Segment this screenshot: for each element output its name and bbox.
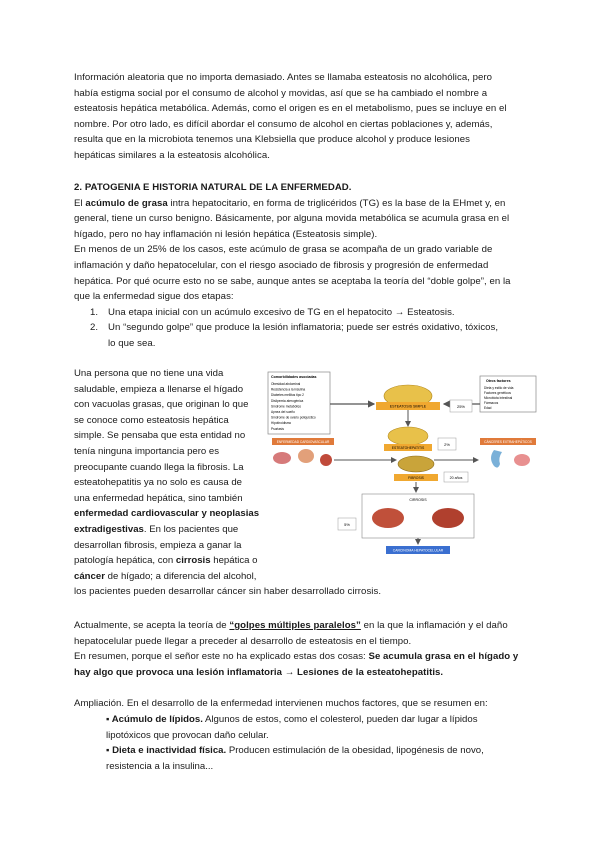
- bold-run: Se acumula grasa en el hígado y: [368, 651, 519, 663]
- text-line: [74, 196, 526, 212]
- liver-fibrosis-image: [398, 456, 434, 472]
- list-item: [74, 320, 526, 336]
- organ-image: [298, 449, 314, 463]
- text-run: hepática o: [210, 555, 258, 567]
- text-line: tenía ninguna importancia pero es: [74, 445, 220, 457]
- text-line: lipotóxicos que provocan daño celular.: [106, 729, 269, 741]
- text-line: enfermedad cardiovascular y neoplasias: [74, 508, 260, 520]
- bold-run: ▪ Acúmulo de lípidos.: [106, 714, 203, 725]
- text-run: de hígado; a diferencia del alcohol,: [104, 570, 257, 582]
- steatohepatitis-label: ESTEATOHEPATITIS: [391, 446, 425, 450]
- figure-list-item: Psoriasis: [271, 426, 284, 431]
- text-line: saludable, empieza a llenarse el hígado: [74, 383, 244, 395]
- text-line: [74, 569, 279, 585]
- wrapped-paragraph-end: [74, 584, 526, 600]
- list-item: [74, 305, 526, 321]
- text-line: había estigma social por el consumo de alcohol y movidas, así que se ha cambiado el nombre a: [74, 87, 488, 99]
- text-run: intra hepatocitario, en forma de triglicéridos (TG) es la base de la EHmet y, en: [167, 197, 506, 209]
- figure-list-item: Microbiota intestinal: [484, 396, 513, 400]
- bold-run: ▪ Dieta e inactividad física.: [106, 745, 227, 757]
- figure-list-item: Síndrome de ovario poliquístico: [271, 415, 316, 420]
- text-run: Producen estimulación de la obesidad, lipogénesis de novo,: [226, 745, 484, 757]
- bold-run: extradigestivas: [74, 523, 144, 535]
- liver-cirrhosis-image: [372, 508, 404, 528]
- text-run: El: [74, 197, 86, 209]
- stages-list: [74, 305, 526, 352]
- text-line: con vacuolas grasas, que originan lo que: [74, 399, 249, 411]
- text-line: hepáticas similares a la esteatosis alcohólica.: [74, 149, 270, 161]
- organ-image: [320, 454, 332, 466]
- figure-list-item: Fármacos: [484, 401, 499, 405]
- text-line: Información aleatoria que no importa demasiado. Antes se llamaba esteatosis no alcohólica, pero: [74, 72, 493, 83]
- list-number: 1.: [90, 306, 99, 318]
- list-item-continuation: [74, 336, 526, 352]
- text-line: preocupante cuando llega la fibrosis. La: [74, 461, 244, 473]
- text-line: simple. Se pensaba que esta entidad no: [74, 430, 246, 442]
- wrapped-paragraph: [74, 366, 279, 584]
- text-line: hepática. Por qué ocurre esto no se sabe, aunque antes se aceptaba la teoría del “doble golpe”, en la: [74, 275, 511, 287]
- figure-list-item: Hipotiroidismo: [271, 421, 292, 426]
- after-paragraphs: [74, 618, 526, 680]
- text-line: esteatosis hepática metabólica. Además, como el origen es en el metabolismo, pues se incluye en el: [74, 103, 507, 115]
- text-line: esteatohepatitis ya no solo es causa de: [74, 477, 243, 489]
- cv-label: ENFERMEDAD CARDIOVASCULAR: [276, 440, 330, 444]
- percent-tag-label: 2%: [444, 442, 450, 447]
- figure-list-item: Dieta y estilo de vida: [484, 386, 514, 390]
- text-line: hepatocelular puede llegar a preceder al desarrollo de esteatosis en el tiempo.: [74, 635, 412, 647]
- bullet-item: [106, 712, 526, 728]
- figure-list-item: Diabetes mellitus tipo 2: [271, 393, 304, 398]
- cancers-label: CÁNCERES EXTRAHEPÁTICOS: [484, 440, 532, 444]
- text-line: que la enfermedad sigue dos etapas:: [74, 291, 234, 303]
- text-run: Actualmente, se acepta la teoría de: [74, 620, 230, 631]
- pathogenesis-figure: [266, 364, 539, 572]
- percent-tag-label: 5%: [344, 522, 350, 527]
- text-line: En menos de un 25% de los casos, este acúmulo de grasa se acompaña de un grado variable de: [74, 244, 493, 256]
- ampliacion: [74, 696, 526, 712]
- factors-list: [106, 712, 526, 774]
- bullet-item: [106, 743, 526, 759]
- text-run: en la que la inflamación y el daño: [360, 620, 508, 631]
- text-line: nombre. Por otro lado, es difícil abordar el consumo de alcohol en ciertas poblaciones y, además,: [74, 118, 493, 130]
- other-factors-title: Otros factores: [486, 379, 511, 383]
- text-line: general, tiene un curso benigno. Básicamente, por alguna movida metabólica se acumula grasa en el: [74, 213, 510, 225]
- figure-list-item: Apnea del sueño: [271, 410, 295, 414]
- text-line: [74, 618, 526, 634]
- text-run: En resumen, porque el señor este no ha explicado estas dos cosas:: [74, 651, 369, 663]
- organ-image: [514, 454, 530, 466]
- figure-list-item: Obesidad abdominal: [271, 382, 301, 386]
- percent-tag-label: 25%: [456, 404, 466, 409]
- figure-list-item: Factores genéticos: [484, 391, 511, 395]
- figure-list-item: Síndrome metabólico: [271, 404, 302, 409]
- section-2: [74, 180, 526, 352]
- text-run: . En los pacientes que: [143, 523, 239, 535]
- colon-image: [491, 450, 502, 468]
- text-line: hay algo que provoca una lesión inflamatoria → Lesiones de la esteatohepatitis.: [74, 666, 444, 678]
- list-text: lo que sea.: [108, 337, 156, 349]
- list-number: 2.: [90, 322, 99, 334]
- text-line: resulta que en la microbiota tenemos una Klebsiella que produce alcohol y produce lesiones: [74, 134, 470, 146]
- text-line: [74, 553, 279, 569]
- hcc-label: CARCINOMA HEPATOCELULAR: [392, 548, 444, 553]
- text-line: desarrollan fibrosis, empieza a ganar la: [74, 539, 242, 551]
- time-tag-label: 20 años: [449, 476, 463, 480]
- text-line: Ampliación. En el desarrollo de la enfermedad intervienen muchos factores, que se resumen en:: [74, 698, 488, 709]
- comorbidities-title: Comorbilidades asociadas: [271, 375, 317, 379]
- text-run: Algunos de estos, como el colesterol, pueden dar lugar a lípidos: [202, 714, 478, 725]
- text-line: Una persona que no tiene una vida: [74, 368, 224, 379]
- text-line: [74, 649, 526, 665]
- heart-image: [273, 452, 291, 464]
- text-line: resistencia a la insulina...: [106, 760, 214, 772]
- bold-underlined-run: “golpes múltiples paralelos”: [229, 620, 361, 631]
- text-line: hígado, pero no hay inflamación ni lesión hepática (Esteatosis simple).: [74, 228, 378, 240]
- figure-list-item: Dislipemia aterogénica: [271, 398, 304, 403]
- figure-list-item: Edad: [484, 406, 492, 410]
- bold-run: cirrosis: [175, 555, 211, 567]
- section-heading: 2. PATOGENIA E HISTORIA NATURAL DE LA ENFERMEDAD.: [74, 182, 352, 193]
- cirrhosis-label: CIRROSIS: [409, 498, 427, 502]
- steatosis-label: ESTEATOSIS SIMPLE: [389, 404, 427, 409]
- text-line: se conoce como esteatosis hepática: [74, 414, 229, 426]
- text-run: patología hepática, con: [74, 555, 176, 567]
- bold-run: acúmulo de grasa: [85, 197, 168, 209]
- liver-steatohepatitis-image: [388, 427, 428, 445]
- list-text: Una etapa inicial con un acúmulo excesivo de TG en el hepatocito → Esteatosis.: [108, 306, 455, 318]
- intro-paragraph: [74, 70, 526, 164]
- text-line: [74, 522, 279, 538]
- text-line: una enfermedad hepática, sino también: [74, 492, 243, 504]
- list-text: Un “segundo golpe” que produce la lesión inflamatoria; puede ser estrés oxidativo, tóxicos,: [108, 322, 499, 334]
- text-line: inflamación y daño hepatocelular, con el riesgo asociado de fibrosis y progresión de enfermedad: [74, 259, 489, 271]
- bold-run: cáncer: [74, 570, 105, 582]
- text-line: los pacientes pueden desarrollar cáncer sin haber desarrollado cirrosis.: [74, 586, 382, 597]
- fibrosis-label: FIBROSIS: [408, 476, 424, 480]
- liver-cirrhosis-image: [432, 508, 464, 528]
- figure-list-item: Resistencia a la insulina: [271, 387, 306, 392]
